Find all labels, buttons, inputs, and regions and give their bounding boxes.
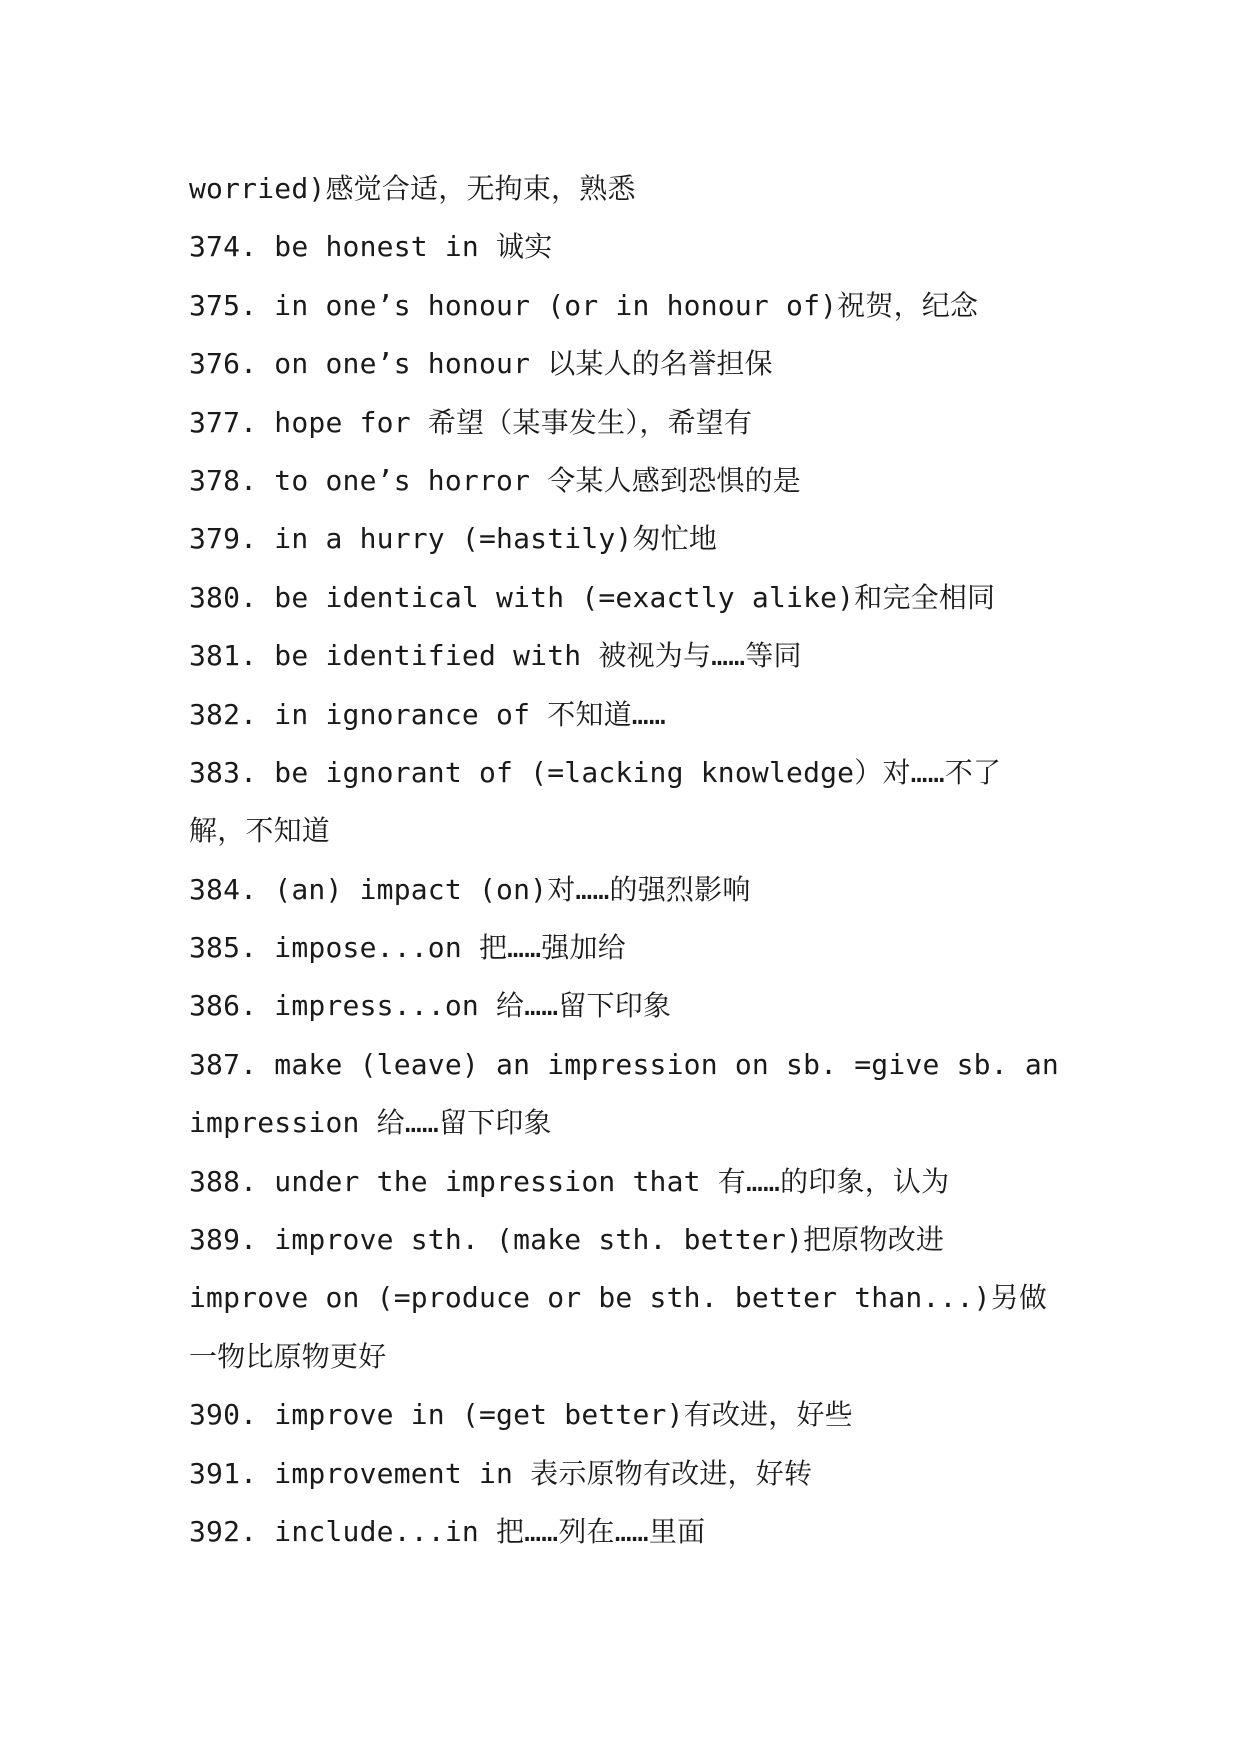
- text-line: worried)感觉合适，无拘束，熟悉: [189, 172, 636, 205]
- text-line: 381. be identified with 被视为与……等同: [189, 639, 802, 673]
- text-line: impression 给……留下印象: [189, 1106, 552, 1140]
- text-line: 378. to one’s horror 令某人感到恐惧的是: [189, 463, 802, 497]
- text-line: 385. impose...on 把……强加给: [189, 931, 626, 965]
- text-line: 389. improve sth. (make sth. better)把原物改进: [189, 1223, 945, 1257]
- phrase-list: [189, 160, 1069, 1561]
- text-line: 解，不知道: [189, 814, 331, 848]
- text-line: 380. be identical with (=exactly alike)和完全相同: [189, 580, 996, 614]
- text-line: 377. hope for 希望（某事发生），希望有: [189, 405, 753, 439]
- text-line: 376. on one’s honour 以某人的名誉担保: [189, 347, 773, 381]
- text-line: 374. be honest in 诚实: [189, 230, 553, 264]
- text-line: 387. make (leave) an impression on sb. =give sb. an: [189, 1047, 1059, 1081]
- text-line: 390. improve in (=get better)有改进，好些: [189, 1398, 853, 1432]
- text-line: 382. in ignorance of 不知道……: [189, 697, 666, 731]
- text-line: 392. include...in 把……列在……里面: [189, 1514, 706, 1548]
- text-line: 383. be ignorant of (=lacking knowledge）对……不了: [189, 755, 1002, 789]
- text-line: 379. in a hurry (=hastily)匆忙地: [189, 522, 718, 556]
- text-line: 375. in one’s honour (or in honour of)祝贺，纪念: [189, 288, 979, 322]
- text-line: 388. under the impression that 有……的印象，认为: [189, 1164, 950, 1198]
- text-line: 384. (an) impact (on)对……的强烈影响: [189, 872, 751, 906]
- text-line: improve on (=produce or be sth. better than...)另做: [189, 1281, 1048, 1315]
- text-line: 391. improvement in 表示原物有改进，好转: [189, 1456, 813, 1490]
- text-line: 386. impress...on 给……留下印象: [189, 989, 672, 1023]
- text-line: 一物比原物更好: [189, 1339, 387, 1373]
